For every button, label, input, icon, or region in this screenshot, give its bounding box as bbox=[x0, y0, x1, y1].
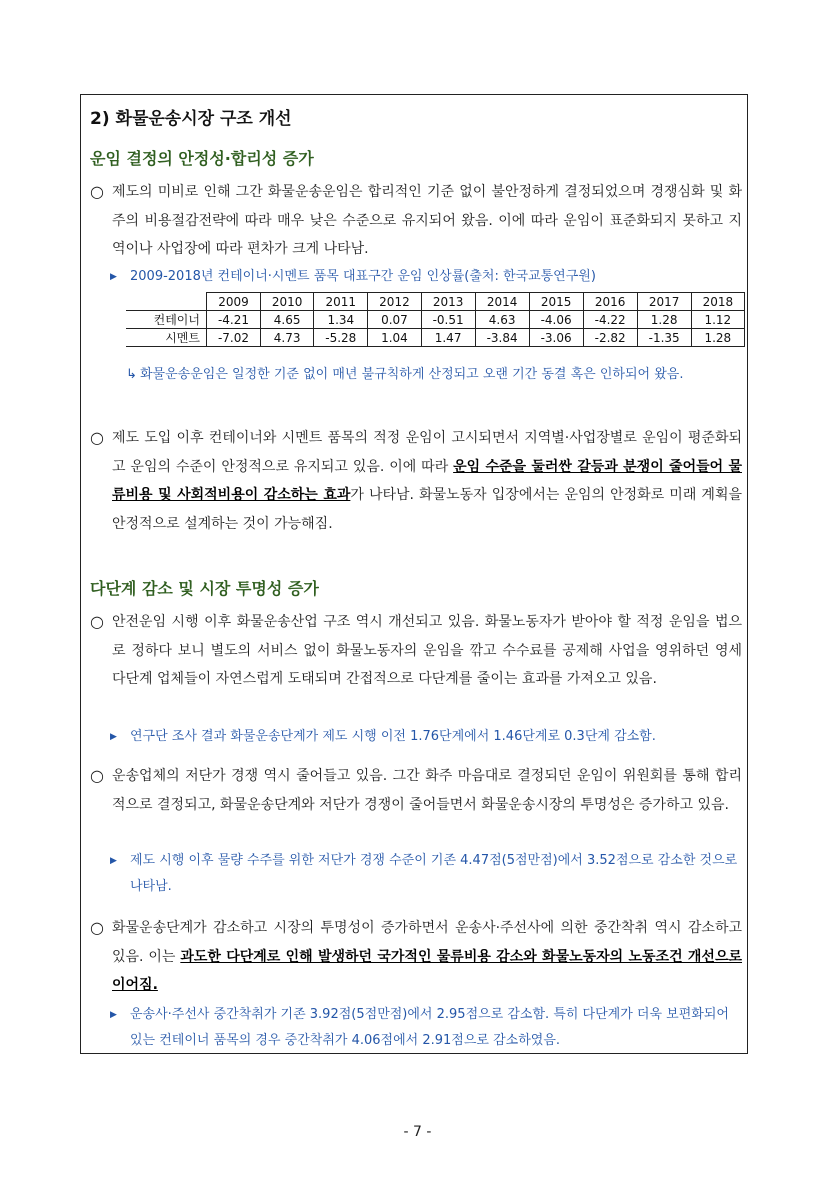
value-cell: 1.04 bbox=[368, 329, 421, 347]
fare-rate-table bbox=[126, 292, 745, 347]
note-table-remark-text: 화물운송운임은 일정한 기준 없이 매년 불규칙하게 산정되고 오랜 기간 동결 혹은 인하되어 왔음. bbox=[140, 367, 684, 382]
value-cell: -3.84 bbox=[475, 329, 529, 347]
value-cell: 4.65 bbox=[261, 311, 314, 329]
paragraph-3-text: 안전운임 시행 이후 화물운송산업 구조 역시 개선되고 있음. 화물노동자가 받아야 할 적정 운임을 법으로 정하다 보니 별도의 서비스 없이 화물노동자의 운임을 깎고 수수료를 공제해 사업을 영위하던 영세 다단계 업체들이 자연스럽게 도태되며 간접적으로 다단계를 줄이는 효과를 가져오고 있음. bbox=[112, 614, 742, 687]
value-cell: 0.07 bbox=[368, 311, 421, 329]
paragraph-5-text bbox=[90, 914, 742, 1000]
paragraph-2 bbox=[90, 424, 742, 538]
value-cell: -0.51 bbox=[421, 311, 475, 329]
triangle-bullet-icon: ▶ bbox=[110, 1010, 117, 1020]
subheading-multistage: 다단계 감소 및 시장 투명성 증가 bbox=[90, 579, 319, 598]
paragraph-2-part-b: 가 나타남. 화물노동자 입장에서는 운임의 안정화로 미래 계획을 안정적으로 설계하는 것이 가능해짐. bbox=[112, 487, 742, 532]
value-cell: 4.73 bbox=[261, 329, 314, 347]
note-table-caption-text: 2009-2018년 컨테이너·시멘트 품목 대표구간 운임 인상률(출처: 한국교통연구원) bbox=[130, 269, 596, 284]
paragraph-3 bbox=[90, 608, 742, 694]
year-cell: 2017 bbox=[637, 293, 691, 311]
paragraph-4-text: 운송업체의 저단가 경쟁 역시 줄어들고 있음. 그간 화주 마음대로 결정되던 운임이 위원회를 통해 합리적으로 결정되고, 화물운송단계와 저단가 경쟁이 줄어들면서 화물운송시장의 투명성은 증가하고 있음. bbox=[112, 768, 742, 813]
paragraph-2-emphasis: 운임 수준을 둘러싼 갈등과 분쟁이 줄어들어 물류비용 및 사회적비용이 감소하는 효과 bbox=[112, 458, 742, 503]
value-cell: -4.06 bbox=[529, 311, 583, 329]
value-cell: -4.21 bbox=[207, 311, 261, 329]
year-cell: 2009 bbox=[207, 293, 261, 311]
value-cell: 4.63 bbox=[475, 311, 529, 329]
paragraph-5 bbox=[90, 914, 742, 1000]
paragraph-4 bbox=[90, 762, 742, 819]
year-cell: 2014 bbox=[475, 293, 529, 311]
year-cell: 2018 bbox=[691, 293, 744, 311]
section-title: 2) 화물운송시장 구조 개선 bbox=[90, 109, 292, 129]
value-cell: -1.35 bbox=[637, 329, 691, 347]
bullet-circle-icon: ○ bbox=[90, 918, 104, 937]
note-table-caption bbox=[110, 264, 742, 290]
note-low-price-text: 제도 시행 이후 물량 수주를 위한 저단가 경쟁 수준이 기존 4.47점(5점만점)에서 3.52점으로 감소한 것으로 나타남. bbox=[130, 853, 738, 894]
year-cell: 2015 bbox=[529, 293, 583, 311]
value-cell: -3.06 bbox=[529, 329, 583, 347]
triangle-bullet-icon: ▶ bbox=[110, 272, 117, 282]
value-cell: 1.28 bbox=[637, 311, 691, 329]
year-cell: 2016 bbox=[583, 293, 637, 311]
note-stage-survey bbox=[110, 724, 742, 750]
paragraph-1 bbox=[90, 178, 742, 264]
value-cell: 1.34 bbox=[314, 311, 368, 329]
note-table-remark bbox=[126, 362, 742, 388]
row-label: 컨테이너 bbox=[126, 311, 207, 329]
value-cell: 1.12 bbox=[691, 311, 744, 329]
triangle-bullet-icon: ▶ bbox=[110, 732, 117, 742]
value-cell: 1.28 bbox=[691, 329, 744, 347]
note-exploitation-text: 운송사·주선사 중간착취가 기존 3.92점(5점만점)에서 2.95점으로 감소함. 특히 다단계가 더욱 보편화되어 있는 컨테이너 품목의 경우 중간착취가 4.06점에서 2.91점으로 감소하였음. bbox=[130, 1007, 729, 1048]
table-corner-cell bbox=[126, 293, 207, 311]
value-cell: -7.02 bbox=[207, 329, 261, 347]
value-cell: -5.28 bbox=[314, 329, 368, 347]
year-cell: 2011 bbox=[314, 293, 368, 311]
value-cell: -4.22 bbox=[583, 311, 637, 329]
bullet-circle-icon: ○ bbox=[90, 428, 104, 447]
bullet-circle-icon: ○ bbox=[90, 612, 104, 631]
bullet-circle-icon: ○ bbox=[90, 182, 104, 201]
triangle-bullet-icon: ▶ bbox=[110, 856, 117, 866]
value-cell: 1.47 bbox=[421, 329, 475, 347]
note-low-price bbox=[110, 848, 742, 900]
table-row-container bbox=[126, 311, 745, 329]
year-cell: 2010 bbox=[261, 293, 314, 311]
paragraph-1-text: 제도의 미비로 인해 그간 화물운송운임은 합리적인 기준 없이 불안정하게 결정되었으며 경쟁심화 및 화주의 비용절감전략에 따라 매우 낮은 수준으로 유지되어 왔음. 이에 따라 운임이 표준화되지 못하고 지역이나 사업장에 따라 편차가 크게 나타남. bbox=[112, 184, 742, 257]
paragraph-2-part-a: 제도 도입 이후 컨테이너와 시멘트 품목의 적정 운임이 고시되면서 지역별·사업장별로 운임이 평준화되고 운임의 수준이 안정적으로 유지되고 있음. 이에 따라 bbox=[112, 430, 742, 475]
paragraph-2-text bbox=[90, 424, 742, 538]
year-cell: 2012 bbox=[368, 293, 421, 311]
note-exploitation bbox=[110, 1002, 742, 1054]
bullet-circle-icon: ○ bbox=[90, 766, 104, 785]
subheading-fare-stability: 운임 결정의 안정성·합리성 증가 bbox=[90, 149, 314, 168]
table-header-row bbox=[126, 293, 745, 311]
paragraph-5-part-a: 화물운송단계가 감소하고 시장의 투명성이 증가하면서 운송사·주선사에 의한 중간착취 역시 감소하고 있음. 이는 bbox=[112, 920, 742, 965]
year-cell: 2013 bbox=[421, 293, 475, 311]
page-number: - 7 - bbox=[403, 1124, 432, 1140]
table-row-cement bbox=[126, 329, 745, 347]
paragraph-5-emphasis: 과도한 다단계로 인해 발생하던 국가적인 물류비용 감소와 화물노동자의 노동조건 개선으로 이어짐. bbox=[112, 948, 743, 993]
row-label: 시멘트 bbox=[126, 329, 207, 347]
return-arrow-icon: ↳ bbox=[126, 367, 137, 382]
note-stage-survey-text: 연구단 조사 결과 화물운송단계가 제도 시행 이전 1.76단계에서 1.46단계로 0.3단계 감소함. bbox=[130, 729, 656, 744]
value-cell: -2.82 bbox=[583, 329, 637, 347]
